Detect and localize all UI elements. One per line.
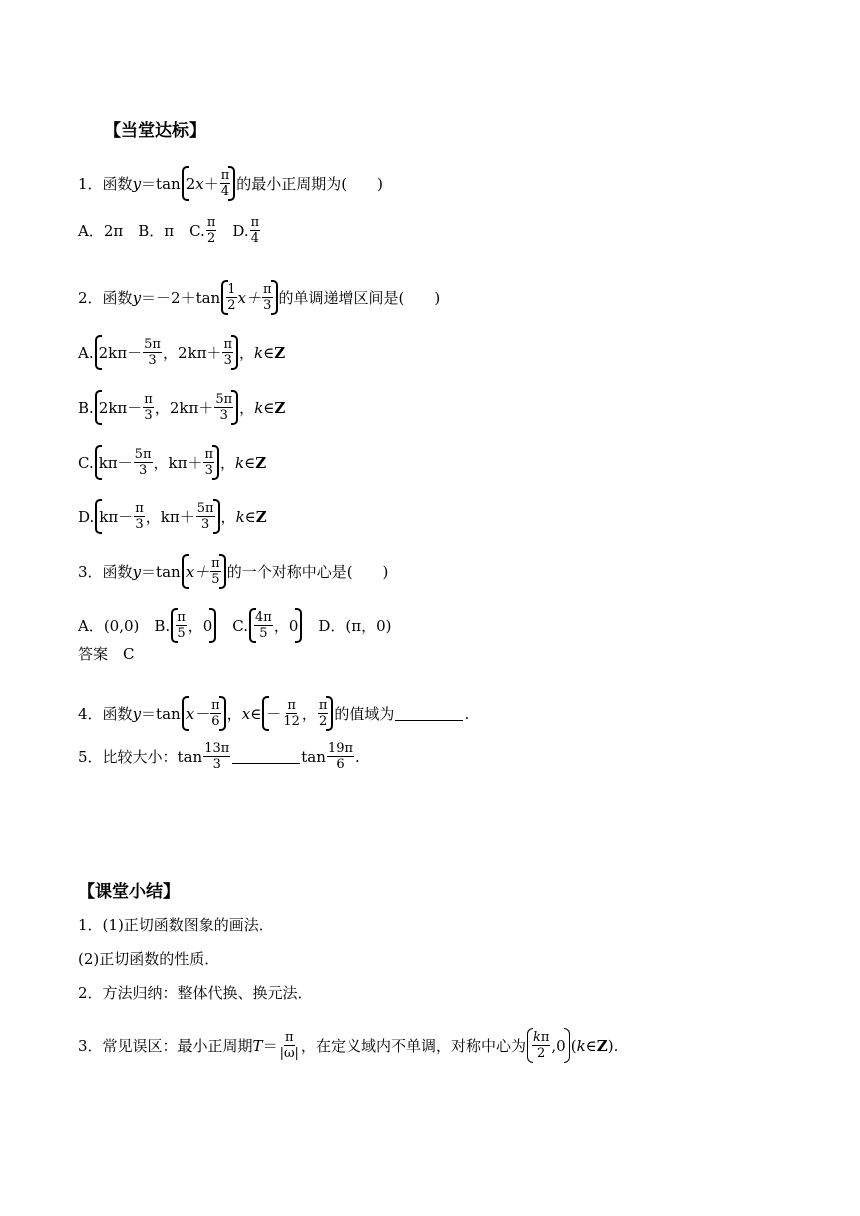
- q5-text: 比较大小：tan: [102, 747, 203, 766]
- q2-prefix: 函数: [102, 288, 133, 307]
- summary-line-1: 1．(1)正切函数图象的画法．: [78, 916, 274, 934]
- q2-b-left: 2kπ－: [98, 398, 143, 417]
- question-1: [78, 168, 383, 199]
- q2-option-d-label: D.: [78, 507, 95, 526]
- q5-number: 5．: [78, 747, 103, 766]
- summary-line-4: [78, 1030, 618, 1061]
- q3-prefix: 函数: [102, 562, 133, 581]
- q4-end: .: [464, 704, 470, 723]
- q4-eq: ＝tan: [141, 704, 181, 723]
- q2-d-k: k: [235, 507, 245, 526]
- q2-a-frac1: $\frac{5\pi}{3}$: [144, 337, 161, 368]
- summary-4-open: (: [570, 1036, 577, 1055]
- q1-2x: 2x＋: [185, 174, 219, 193]
- q2-option-c-label: C.: [78, 453, 94, 472]
- q2-y: y: [132, 288, 142, 307]
- q2-b-k: k: [254, 398, 264, 417]
- q2-a-k: k: [254, 343, 264, 362]
- q2-d-bracket: [95, 501, 219, 532]
- q3-opt-ab: A．(0,0) B.: [78, 616, 171, 635]
- q2-d-frac1: $\frac{\pi}{3}$: [135, 501, 144, 532]
- q2-a-Z: Z: [274, 343, 286, 362]
- q4-x-minus: x－: [185, 704, 210, 723]
- question-1-options: [78, 215, 261, 246]
- q2-c-frac1: $\frac{5\pi}{3}$: [134, 447, 152, 478]
- q4-range-bracket: [262, 698, 333, 729]
- summary-4-end: ).: [607, 1036, 619, 1055]
- q3-opt-d: D．(π，0): [303, 616, 392, 635]
- q2-frac-half: $\frac{1}{2}$: [227, 282, 236, 313]
- q2-d-comma: ，: [220, 507, 236, 526]
- q3-c-frac: $\frac{4\pi}{5}$: [255, 610, 272, 641]
- q4-prefix: 函数: [102, 704, 133, 723]
- q1-opt-d-label: D.: [217, 221, 249, 240]
- q4-bracket: [182, 698, 226, 729]
- q4-range-comma: ，: [301, 704, 317, 723]
- q1-bracket: [182, 168, 236, 199]
- q2-c-frac2: $\frac{\pi}{3}$: [204, 447, 213, 478]
- q2-a-mid: ，2kπ＋: [162, 343, 222, 362]
- q2-a-comma: ，: [238, 343, 254, 362]
- q4-y: y: [132, 704, 142, 723]
- summary-4-b: ，在定义域内不单调，对称中心为: [300, 1036, 526, 1055]
- q3-c-bracket: [249, 610, 302, 641]
- q2-c-left: kπ－: [98, 453, 133, 472]
- q2-c-mid: ，kπ＋: [153, 453, 203, 472]
- q2-d-left: kπ－: [99, 507, 134, 526]
- q2-c-k: k: [235, 453, 245, 472]
- q3-number: 3．: [78, 562, 103, 581]
- question-4: [78, 698, 469, 729]
- q5-frac1: $\frac{13\pi}{3}$: [204, 741, 230, 772]
- q2-option-a-label: A.: [78, 343, 94, 362]
- q3-frac: $\frac{\pi}{5}$: [211, 556, 220, 587]
- q5-end: .: [355, 747, 360, 766]
- summary-4-center-frac: $\frac{k\pi}{2}$: [532, 1030, 550, 1061]
- q1-suffix: 的最小正周期为( ): [236, 174, 383, 193]
- q4-suffix: 的值域为: [334, 704, 395, 723]
- q2-a-in: ∈: [263, 343, 275, 362]
- q1-opt-d-frac: $\frac{\pi}{4}$: [250, 215, 260, 246]
- q1-options-ab: A．2π B．π C.: [78, 221, 205, 240]
- q4-number: 4．: [78, 704, 103, 723]
- q2-d-Z: Z: [255, 507, 267, 526]
- summary-heading: 【课堂小结】: [78, 882, 180, 902]
- q2-x-plus: x＋: [237, 288, 261, 307]
- question-5: [78, 741, 360, 772]
- q2-a-left: 2kπ－: [98, 343, 143, 362]
- q1-opt-c-frac: $\frac{\pi}{2}$: [206, 215, 216, 246]
- q3-x-plus: x＋: [185, 562, 210, 581]
- q3-eq: ＝tan: [141, 562, 181, 581]
- q2-d-frac2: $\frac{5\pi}{3}$: [196, 501, 214, 532]
- q2-b-comma: ，: [239, 398, 255, 417]
- q3-c-rest: ，0: [273, 616, 299, 635]
- q2-option-b: [78, 392, 285, 423]
- q2-frac-pi3: $\frac{\pi}{3}$: [262, 282, 272, 313]
- practice-heading: 【当堂达标】: [104, 121, 206, 141]
- question-3-options: [78, 610, 392, 641]
- summary-4-zero: ,0: [551, 1036, 566, 1055]
- q5-tan: tan: [301, 747, 326, 766]
- q3-b-rest: ，0: [187, 616, 213, 635]
- q3-opt-c-label: C.: [217, 616, 248, 635]
- summary-4-a: 3．常见误区：最小正周期: [78, 1036, 253, 1055]
- question-2: [78, 282, 440, 313]
- q1-prefix: 函数: [102, 174, 133, 193]
- q2-option-b-label: B.: [78, 398, 94, 417]
- q3-b-frac: $\frac{\pi}{5}$: [177, 610, 186, 641]
- q4-range-frac1: $\frac{\pi}{12}$: [283, 698, 300, 729]
- q2-c-Z: Z: [255, 453, 267, 472]
- q2-b-mid: ，2kπ＋: [154, 398, 214, 417]
- q2-a-bracket: [95, 337, 238, 368]
- q1-number: 1．: [78, 174, 103, 193]
- summary-4-T: T: [252, 1036, 263, 1055]
- q4-answer-blank[interactable]: [395, 706, 463, 721]
- q2-bracket: [221, 282, 277, 313]
- q1-frac: $\frac{\pi}{4}$: [220, 168, 230, 199]
- q2-b-frac2: $\frac{5\pi}{3}$: [215, 392, 233, 423]
- q2-c-comma: ，: [220, 453, 236, 472]
- q5-answer-blank[interactable]: [232, 749, 300, 764]
- q2-d-mid: ，kπ＋: [145, 507, 195, 526]
- q4-x: x: [241, 704, 251, 723]
- q1-eq: ＝tan: [141, 174, 181, 193]
- q2-b-in: ∈: [263, 398, 275, 417]
- q1-y: y: [132, 174, 142, 193]
- q2-option-a: [78, 337, 285, 368]
- q5-frac2: $\frac{19\pi}{6}$: [327, 741, 354, 772]
- summary-4-Z: Z: [596, 1036, 608, 1055]
- q2-c-bracket: [95, 447, 219, 478]
- q2-suffix: 的单调递增区间是( ): [278, 288, 441, 307]
- q4-in: ∈: [250, 704, 262, 723]
- q2-a-frac2: $\frac{\pi}{3}$: [223, 337, 232, 368]
- q3-b-bracket: [171, 610, 216, 641]
- q2-c-in: ∈: [244, 453, 256, 472]
- summary-line-2: (2)正切函数的性质．: [78, 950, 220, 968]
- summary-4-k: k: [576, 1036, 586, 1055]
- q4-comma: ，: [226, 704, 242, 723]
- q4-neg: －: [266, 704, 282, 723]
- summary-4-period-frac: $\frac{\pi}{|\omega|}$: [279, 1030, 299, 1061]
- q2-b-frac1: $\frac{\pi}{3}$: [144, 392, 153, 423]
- question-3: [78, 556, 388, 587]
- q4-frac: $\frac{\pi}{6}$: [211, 698, 220, 729]
- q2-b-bracket: [95, 392, 238, 423]
- summary-line-3: 2．方法归纳：整体代换、换元法．: [78, 984, 313, 1002]
- summary-4-in: ∈: [585, 1036, 597, 1055]
- summary-4-center-bracket: [527, 1030, 570, 1061]
- q2-number: 2．: [78, 288, 103, 307]
- q3-y: y: [132, 562, 142, 581]
- q2-b-Z: Z: [274, 398, 286, 417]
- q2-eq: ＝－2＋tan: [141, 288, 221, 307]
- q4-range-frac2: $\frac{\pi}{2}$: [318, 698, 328, 729]
- answer-line: 答案 C: [78, 645, 135, 663]
- q3-bracket: [182, 556, 226, 587]
- q2-d-in: ∈: [244, 507, 256, 526]
- summary-4-eq: ＝: [262, 1036, 278, 1055]
- q2-option-d: [78, 501, 267, 532]
- q3-suffix: 的一个对称中心是( ): [226, 562, 389, 581]
- q2-option-c: [78, 447, 266, 478]
